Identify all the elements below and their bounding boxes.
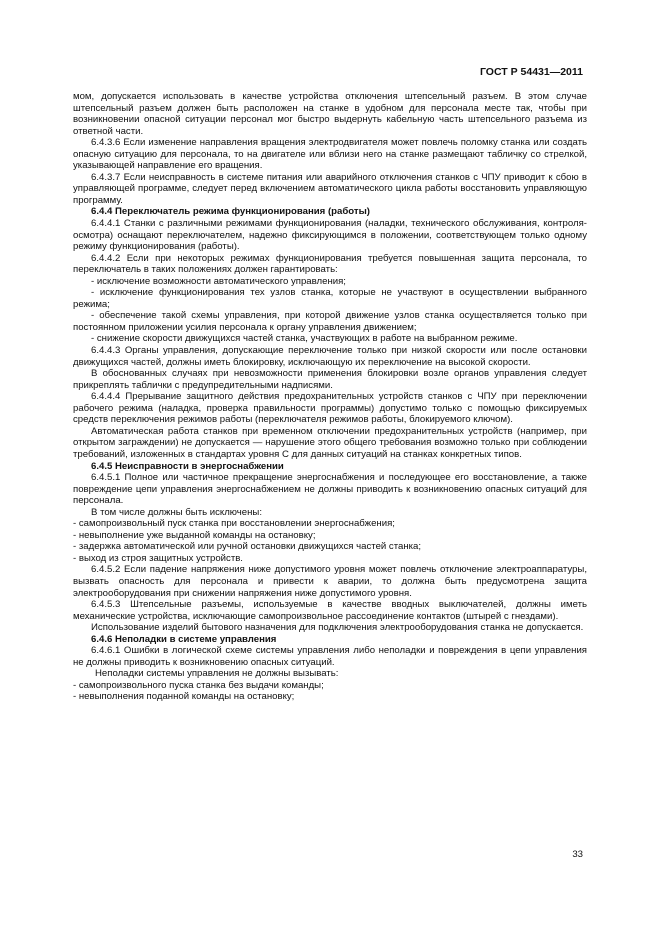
paragraph: В том числе должны быть исключены: [91, 506, 262, 518]
section-heading: 6.4.4 Переключатель режима функционирования (работы) [91, 206, 370, 218]
section-heading: 6.4.5 Неисправности в энергоснабжении [91, 460, 284, 472]
paragraph: 6.4.4.4 Прерывание защитного действия предохранительных устройств станков с ЧПУ при переключении рабочего режима (наладка, проверка правильности программы) допустимо только с помощью фиксируемых средств переключения режимов работы (переключателя режимов работы, блокируемого ключом). [73, 391, 587, 426]
document-code: ГОСТ Р 54431—2011 [479, 66, 583, 78]
paragraph: 6.4.4.2 Если при некоторых режимах функционирования требуется повышенная защита персонала, то переключатель в таких положениях должен гарантировать: [73, 252, 587, 276]
paragraph: - исключение возможности автоматического управления; [91, 275, 346, 287]
paragraph: - выход из строя защитных устройств. [73, 552, 243, 564]
paragraph: 6.4.5.1 Полное или частичное прекращение энергоснабжения и последующее его восстановление, а также повреждение цепи управления энергоснабжением не должны приводить к возникновению опасных ситуаций для персонала. [73, 472, 587, 507]
paragraph: Неполадки системы управления не должны вызывать: [95, 668, 339, 680]
paragraph: Использование изделий бытового назначения для подключения электрооборудования станка не допускается. [91, 622, 584, 634]
paragraph: 6.4.5.2 Если падение напряжения ниже допустимого уровня может повлечь отключение электроаппаратуры, вызвать опасность для персонала и привести к аварии, то должна быть предусмотрена защита электрооборудования при снижении напряжения ниже допустимого уровня. [73, 564, 587, 599]
paragraph: 6.4.3.7 Если неисправность в системе питания или аварийного отключения станков с ЧПУ приводит к сбою в управляющей программе, следует перед включением автоматического цикла работы восстановить управляющую программу. [73, 171, 587, 206]
page-number: 33 [572, 849, 583, 860]
paragraph: - снижение скорости движущихся частей станка, участвующих в работе на выбранном режиме. [91, 333, 518, 345]
paragraph: 6.4.5.3 Штепсельные разъемы, используемые в качестве вводных выключателей, должны иметь механические устройства, исключающие самопроизвольное рассоединение контактов (штырей с гнездами). [73, 599, 587, 622]
paragraph: В обоснованных случаях при невозможности применения блокировки возле органов управления следует прикреплять таблички с предупредительными надписями. [73, 368, 587, 391]
paragraph: - невыполнения поданной команды на остановку; [73, 691, 295, 703]
paragraph: - исключение функционирования тех узлов станка, которые не участвуют в осуществлении выбранного режима; [73, 287, 587, 310]
paragraph: мом, допускается использовать в качестве устройства отключения штепсельный разъем. В этом случае штепсельный разъем должен быть расположен на станке в удобном для персонала месте так, чтобы при возникновении опасной ситуации персонал мог быстро выдернуть кабельную часть штепсельного разъема из ответной части. [73, 91, 587, 137]
document-body [73, 91, 587, 703]
paragraph: 6.4.6.1 Ошибки в логической схеме системы управления либо неполадки и повреждения в цепи управления не должны приводить к возникновению опасных ситуаций. [73, 645, 587, 668]
paragraph: 6.4.4.1 Станки с различными режимами функционирования (наладки, технического обслуживания, контроля-осмотра) оснащают переключателем, надежно фиксирующимся в положении, соответствующем только одному режиму функционирования (работы). [73, 218, 587, 253]
paragraph: 6.4.3.6 Если изменение направления вращения электродвигателя может повлечь поломку станка или создать опасную ситуацию для персонала, то на двигателе или вблизи него на станке размещают табличку со стрелкой, указывающей направление его вращения. [73, 137, 587, 172]
paragraph: Автоматическая работа станков при временном отключении предохранительных устройств (например, при открытом заграждении) не допускается — нарушение этого общего требования возможно только при соблюдении требований, изложенных в стандартах уровня С для данных ситуаций на станках конкретных типов. [73, 425, 587, 460]
paragraph: - задержка автоматической или ручной остановки движущихся частей станка; [73, 541, 422, 553]
paragraph: - самопроизвольный пуск станка при восстановлении энергоснабжения; [73, 518, 395, 530]
paragraph: - обеспечение такой схемы управления, при которой движение узлов станка осуществляется только при постоянном приложении усилия персонала к органу управления движением; [73, 310, 587, 333]
paragraph: 6.4.4.3 Органы управления, допускающие переключение только при низкой скорости или после остановки движущихся частей, должны иметь блокировку, исключающую их переключение на высокой скорости. [73, 345, 587, 368]
paragraph: - невыполнение уже выданной команды на остановку; [73, 529, 316, 541]
paragraph: - самопроизвольного пуска станка без выдачи команды; [73, 679, 324, 691]
section-heading: 6.4.6 Неполадки в системе управления [91, 633, 277, 645]
